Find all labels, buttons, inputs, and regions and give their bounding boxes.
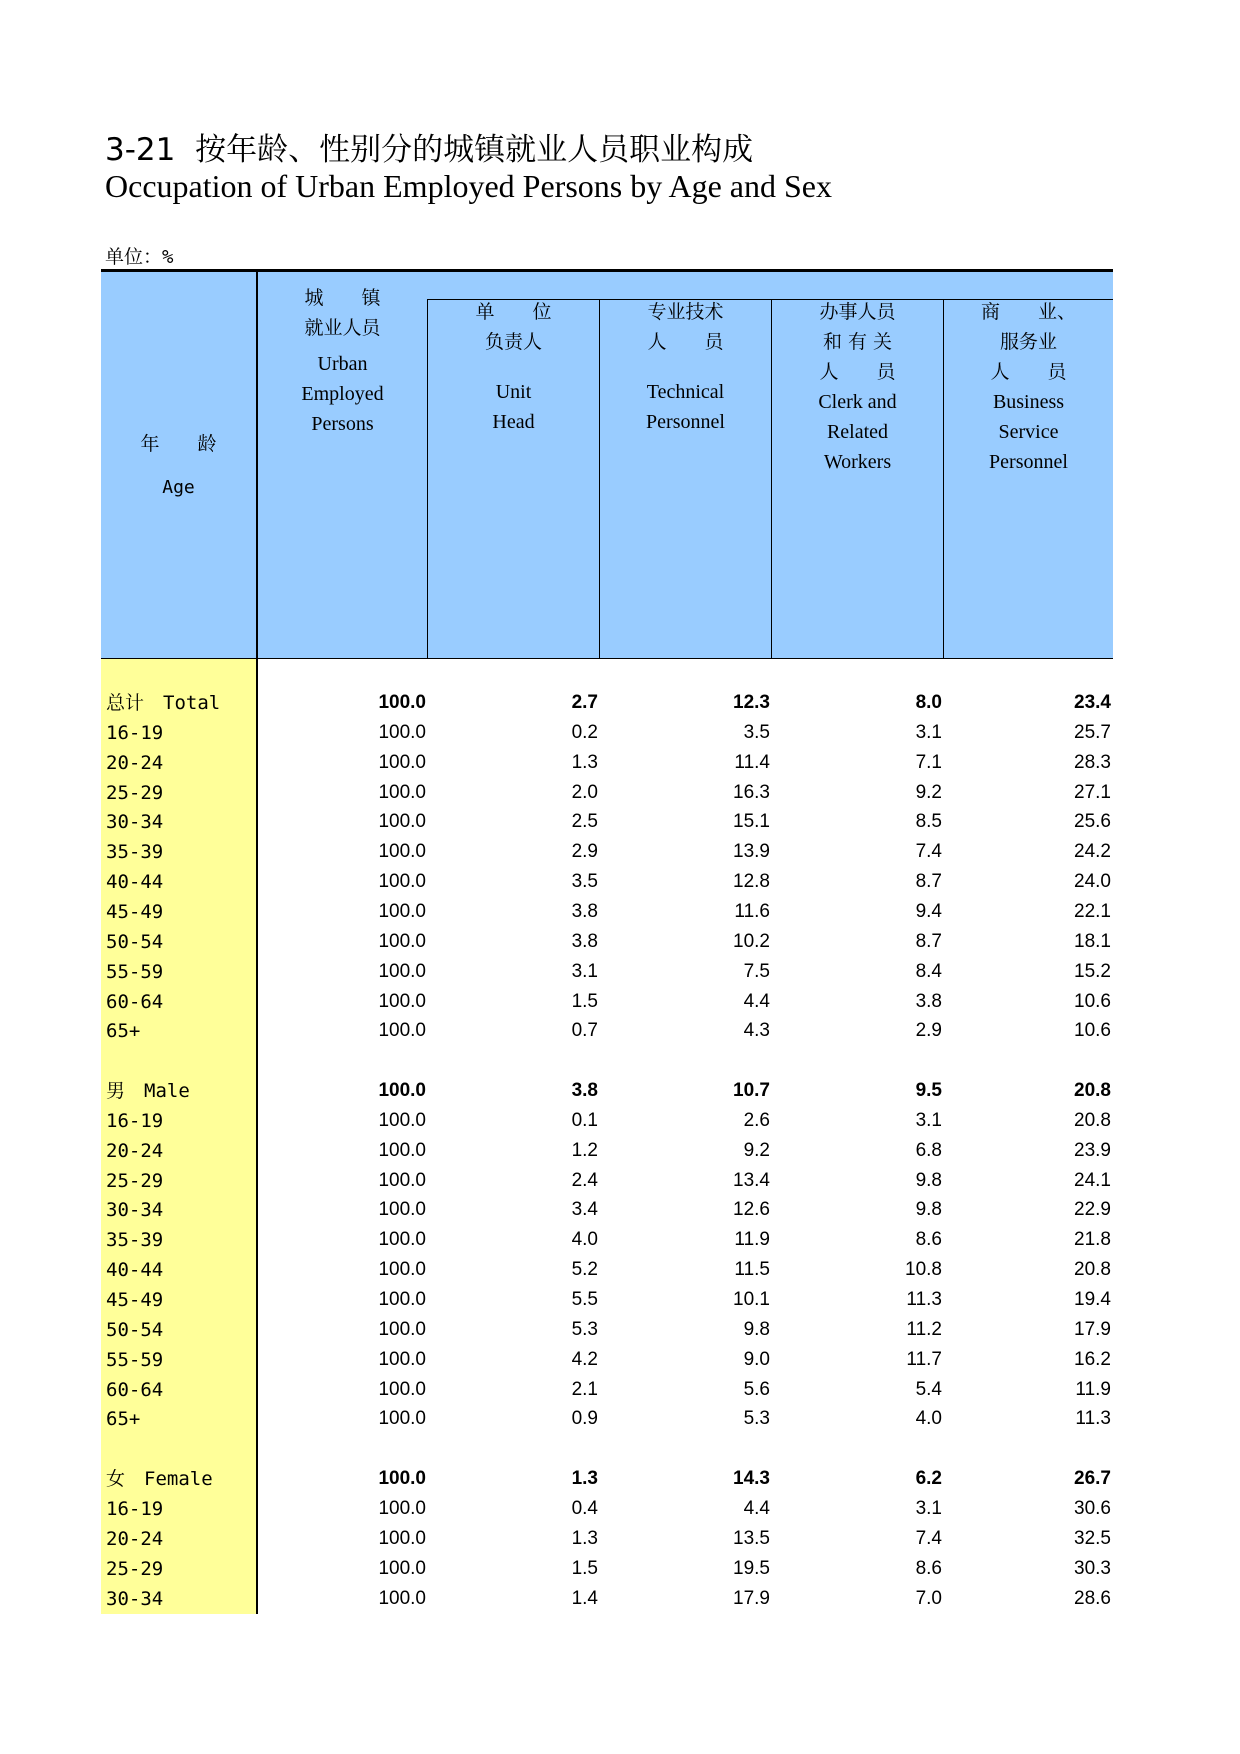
- table-cell: 1.3: [571, 1468, 598, 1490]
- table-row: [101, 1554, 1113, 1584]
- table-cell: 100.0: [378, 781, 426, 803]
- table-cell: 30.3: [1074, 1557, 1111, 1579]
- table-cell: 100.0: [378, 1080, 426, 1102]
- table-cell: 0.4: [571, 1497, 598, 1519]
- table-cell: 11.7: [906, 1348, 942, 1370]
- table-row: [101, 1494, 1113, 1524]
- table-cell: 5.5: [571, 1289, 598, 1310]
- table-cell: 1.5: [571, 990, 598, 1012]
- table-cell: 27.1: [1074, 781, 1111, 803]
- table-cell: 11.3: [906, 1289, 942, 1310]
- table-cell: 3.1: [915, 1497, 942, 1519]
- row-label: 55-59: [106, 1348, 164, 1371]
- header-cn: 商 业、 服务业 人 员: [980, 301, 1076, 383]
- header-age-en: Age: [162, 477, 195, 498]
- table-cell: 11.5: [734, 1259, 770, 1281]
- row-label: 25-29: [106, 1169, 164, 1192]
- row-label: 30-34: [106, 1199, 164, 1222]
- table-cell: 100.0: [378, 1229, 426, 1251]
- table-cell: 100.0: [378, 1348, 426, 1370]
- data-table: [101, 269, 1113, 1614]
- table-cell: 17.9: [733, 1587, 770, 1609]
- table-cell: 19.4: [1074, 1289, 1111, 1310]
- page-title-en: Occupation of Urban Employed Persons by Age and Sex: [105, 168, 832, 204]
- row-label: 16-19: [106, 1497, 164, 1520]
- header-technical: [600, 297, 771, 437]
- table-number: 3-21: [105, 132, 176, 168]
- header-age-cn: 年 龄: [140, 433, 217, 455]
- table-cell: 0.9: [571, 1408, 598, 1430]
- table-row: [101, 718, 1113, 748]
- table-cell: 0.7: [571, 1020, 598, 1042]
- table-cell: 1.3: [571, 1527, 598, 1549]
- table-cell: 100.0: [378, 1199, 426, 1221]
- table-row: [101, 987, 1113, 1017]
- table-row: [101, 1375, 1113, 1405]
- table-cell: 100.0: [378, 1557, 426, 1579]
- table-cell: 28.6: [1074, 1587, 1111, 1609]
- table-cell: 1.2: [571, 1139, 598, 1161]
- row-label: 50-54: [106, 930, 164, 953]
- table-cell: 100.0: [378, 811, 426, 833]
- header-en: Unit Head: [492, 381, 535, 433]
- table-cell: 9.2: [915, 781, 942, 803]
- table-cell: 2.4: [571, 1169, 598, 1191]
- table-cell: 23.4: [1074, 692, 1111, 713]
- table-cell: 9.2: [743, 1139, 770, 1161]
- row-label: 65+: [106, 1020, 141, 1043]
- row-label: 40-44: [106, 871, 164, 894]
- table-cell: 9.4: [915, 900, 942, 922]
- table-row: [101, 1315, 1113, 1345]
- table-cell: 0.1: [571, 1109, 598, 1131]
- row-label: 30-34: [106, 811, 164, 834]
- table-cell: 10.6: [1074, 1020, 1111, 1042]
- table-cell: 100.0: [378, 1497, 426, 1519]
- table-cell: 100.0: [378, 1289, 426, 1310]
- table-cell: 21.8: [1074, 1229, 1111, 1251]
- table-cell: 5.4: [915, 1378, 942, 1400]
- header-en: Business Service Personnel: [989, 391, 1068, 473]
- table-cell: 4.4: [743, 990, 770, 1012]
- row-label: 45-49: [106, 900, 164, 923]
- table-cell: 9.8: [915, 1169, 942, 1191]
- table-cell: 5.6: [743, 1378, 770, 1400]
- table-cell: 10.8: [905, 1259, 942, 1281]
- table-cell: 18.1: [1074, 930, 1111, 952]
- table-cell: 100.0: [378, 1169, 426, 1191]
- table-cell: 100.0: [378, 751, 426, 773]
- table-cell: 100.0: [378, 930, 426, 952]
- table-cell: 8.0: [915, 692, 942, 713]
- table-cell: 20.8: [1074, 1259, 1111, 1281]
- table-row: [101, 1524, 1113, 1554]
- row-label: 60-64: [106, 1378, 164, 1401]
- row-label: 30-34: [106, 1587, 164, 1610]
- header-unit-head: [428, 297, 599, 437]
- table-cell: 100.0: [378, 900, 426, 922]
- table-cell: 14.3: [733, 1468, 770, 1490]
- table-cell: 19.5: [733, 1557, 770, 1579]
- table-row: [101, 837, 1113, 867]
- table-cell: 5.2: [571, 1259, 598, 1281]
- table-cell: 4.0: [915, 1408, 942, 1430]
- table-cell: 25.7: [1074, 721, 1111, 743]
- table-row: [101, 927, 1113, 957]
- table-cell: 11.2: [906, 1318, 942, 1340]
- table-cell: 25.6: [1074, 811, 1111, 833]
- table-cell: 20.8: [1074, 1109, 1111, 1131]
- table-cell: 100.0: [378, 1527, 426, 1549]
- table-cell: 7.0: [915, 1587, 942, 1609]
- table-cell: 8.6: [915, 1557, 942, 1579]
- header-en: Technical Personnel: [646, 381, 725, 433]
- table-cell: 3.1: [915, 1109, 942, 1131]
- table-cell: 15.1: [733, 811, 770, 833]
- table-row: [101, 1404, 1113, 1434]
- table-cell: 100.0: [378, 990, 426, 1012]
- unit-label: 单位：%: [105, 246, 174, 268]
- table-spacer-row: [101, 1046, 1113, 1076]
- table-cell: 23.9: [1074, 1139, 1111, 1161]
- table-cell: 100.0: [378, 1139, 426, 1161]
- table-cell: 28.3: [1074, 751, 1111, 773]
- table-cell: 17.9: [1074, 1318, 1111, 1340]
- table-cell: 24.1: [1074, 1169, 1111, 1191]
- header-business: [944, 297, 1113, 477]
- table-cell: 8.4: [915, 960, 942, 982]
- table-cell: 9.8: [743, 1318, 770, 1340]
- table-cell: 10.6: [1074, 990, 1111, 1012]
- table-cell: 100.0: [378, 1408, 426, 1430]
- header-cn: 城 镇 就业人员: [304, 287, 381, 339]
- table-cell: 11.6: [734, 900, 770, 922]
- row-label: 16-19: [106, 721, 164, 744]
- table-cell: 100.0: [378, 1109, 426, 1131]
- table-cell: 8.5: [915, 811, 942, 833]
- header-en: Clerk and Related Workers: [818, 391, 897, 473]
- table-cell: 2.9: [915, 1020, 942, 1042]
- table-cell: 13.9: [733, 841, 770, 863]
- table-cell: 13.4: [733, 1169, 770, 1191]
- table-cell: 2.9: [571, 841, 598, 863]
- table-cell: 30.6: [1074, 1497, 1111, 1519]
- table-cell: 10.7: [733, 1080, 770, 1102]
- table-row: [101, 1345, 1113, 1375]
- table-row: [101, 807, 1113, 837]
- table-cell: 3.8: [571, 1080, 598, 1102]
- table-row: [101, 1016, 1113, 1046]
- row-label: 女 Female: [106, 1468, 213, 1491]
- table-cell: 2.5: [571, 811, 598, 833]
- table-cell: 4.0: [571, 1229, 598, 1251]
- table-cell: 100.0: [378, 1318, 426, 1340]
- table-cell: 1.4: [571, 1587, 598, 1609]
- page-title-cn: [105, 124, 753, 169]
- table-cell: 2.6: [743, 1109, 770, 1131]
- table-cell: 8.7: [915, 930, 942, 952]
- table-cell: 4.3: [743, 1020, 770, 1042]
- row-label: 45-49: [106, 1289, 164, 1311]
- table-cell: 11.3: [1075, 1408, 1111, 1430]
- table-cell: 4.2: [571, 1348, 598, 1370]
- table-cell: 2.1: [571, 1378, 598, 1400]
- table-cell: 9.0: [743, 1348, 770, 1370]
- table-cell: 6.8: [915, 1139, 942, 1161]
- table-cell: 12.6: [733, 1199, 770, 1221]
- header-urban-employed: [258, 283, 427, 439]
- header-clerk: [772, 297, 943, 477]
- table-cell: 13.5: [733, 1527, 770, 1549]
- row-label: 40-44: [106, 1259, 164, 1282]
- table-cell: 3.8: [571, 930, 598, 952]
- table-row: [101, 748, 1113, 778]
- table-row: [101, 1136, 1113, 1166]
- table-cell: 7.4: [915, 841, 942, 863]
- table-cell: 10.1: [733, 1289, 770, 1310]
- table-cell: 100.0: [378, 871, 426, 893]
- table-cell: 100.0: [378, 1020, 426, 1042]
- table-cell: 16.3: [733, 781, 770, 803]
- table-cell: 100.0: [378, 1587, 426, 1609]
- table-cell: 16.2: [1074, 1348, 1111, 1370]
- table-top-rule: [101, 269, 1113, 272]
- table-spacer-row: [101, 1434, 1113, 1464]
- header-cn: 单 位 负责人: [475, 301, 552, 353]
- row-label: 20-24: [106, 1139, 164, 1162]
- table-row: [101, 957, 1113, 987]
- table-cell: 26.7: [1074, 1468, 1111, 1490]
- table-cell: 100.0: [378, 1468, 426, 1490]
- table-cell: 11.9: [1075, 1378, 1111, 1400]
- table-row: [101, 1106, 1113, 1136]
- table-cell: 5.3: [743, 1408, 770, 1430]
- table-cell: 15.2: [1074, 960, 1111, 982]
- row-label: 男 Male: [106, 1080, 190, 1103]
- table-cell: 2.0: [571, 781, 598, 803]
- table-cell: 12.3: [733, 692, 770, 713]
- table-cell: 11.9: [734, 1229, 770, 1251]
- table-row: [101, 867, 1113, 897]
- header-en: Urban Employed Persons: [301, 353, 384, 435]
- table-cell: 100.0: [378, 692, 426, 713]
- table-row: [101, 1584, 1113, 1614]
- table-cell: 24.0: [1074, 871, 1111, 893]
- table-cell: 3.1: [571, 960, 598, 982]
- row-label: 60-64: [106, 990, 164, 1013]
- table-row: [101, 1225, 1113, 1255]
- table-row: [101, 778, 1113, 808]
- row-label: 20-24: [106, 751, 164, 774]
- row-label: 16-19: [106, 1109, 164, 1132]
- table-cell: 1.5: [571, 1557, 598, 1579]
- table-row: [101, 1076, 1113, 1106]
- header-bottom-line: [101, 658, 1113, 659]
- row-label: 65+: [106, 1408, 141, 1431]
- row-label: 25-29: [106, 1557, 164, 1580]
- table-cell: 12.8: [733, 871, 770, 893]
- table-cell: 24.2: [1074, 841, 1111, 863]
- table-cell: 7.1: [915, 751, 942, 773]
- table-cell: 32.5: [1074, 1527, 1111, 1549]
- row-label: 50-54: [106, 1318, 164, 1341]
- table-cell: 3.5: [571, 871, 598, 893]
- table-row: [101, 1255, 1113, 1285]
- row-label: 总计 Total: [106, 692, 221, 714]
- table-cell: 8.7: [915, 871, 942, 893]
- table-cell: 0.2: [571, 721, 598, 743]
- table-cell: 1.3: [571, 751, 598, 773]
- table-row: [101, 897, 1113, 927]
- table-row: [101, 1285, 1113, 1315]
- table-cell: 100.0: [378, 960, 426, 982]
- table-cell: 100.0: [378, 1259, 426, 1281]
- table-cell: 7.4: [915, 1527, 942, 1549]
- header-cn: 办事人员 和 有 关 人 员: [819, 301, 896, 383]
- row-label: 35-39: [106, 1229, 164, 1252]
- table-cell: 3.5: [743, 721, 770, 743]
- table-row: [101, 1166, 1113, 1196]
- row-label: 20-24: [106, 1527, 164, 1550]
- table-cell: 9.5: [915, 1080, 942, 1102]
- table-row: [101, 1464, 1113, 1494]
- row-label: 25-29: [106, 781, 164, 804]
- table-cell: 22.9: [1074, 1199, 1111, 1221]
- table-cell: 10.2: [733, 930, 770, 952]
- header-age: [101, 429, 256, 503]
- header-cn: 专业技术 人 员: [647, 301, 724, 353]
- row-label: 35-39: [106, 841, 164, 864]
- table-cell: 20.8: [1074, 1080, 1111, 1102]
- table-cell: 100.0: [378, 841, 426, 863]
- table-cell: 3.4: [571, 1199, 598, 1221]
- table-cell: 3.1: [915, 721, 942, 743]
- table-cell: 11.4: [734, 751, 770, 773]
- table-cell: 9.8: [915, 1199, 942, 1221]
- table-cell: 5.3: [571, 1318, 598, 1340]
- title-cn-text: 按年龄、性别分的城镇就业人员职业构成: [195, 132, 754, 168]
- table-cell: 8.6: [915, 1229, 942, 1251]
- table-row: [101, 688, 1113, 718]
- table-cell: 3.8: [915, 990, 942, 1012]
- table-cell: 22.1: [1074, 900, 1111, 922]
- table-cell: 2.7: [571, 692, 598, 713]
- table-row: [101, 1195, 1113, 1225]
- row-label: 55-59: [106, 960, 164, 983]
- table-cell: 100.0: [378, 721, 426, 743]
- table-cell: 7.5: [743, 960, 770, 982]
- table-cell: 3.8: [571, 900, 598, 922]
- table-cell: 6.2: [915, 1468, 942, 1490]
- table-cell: 100.0: [378, 1378, 426, 1400]
- table-cell: 4.4: [743, 1497, 770, 1519]
